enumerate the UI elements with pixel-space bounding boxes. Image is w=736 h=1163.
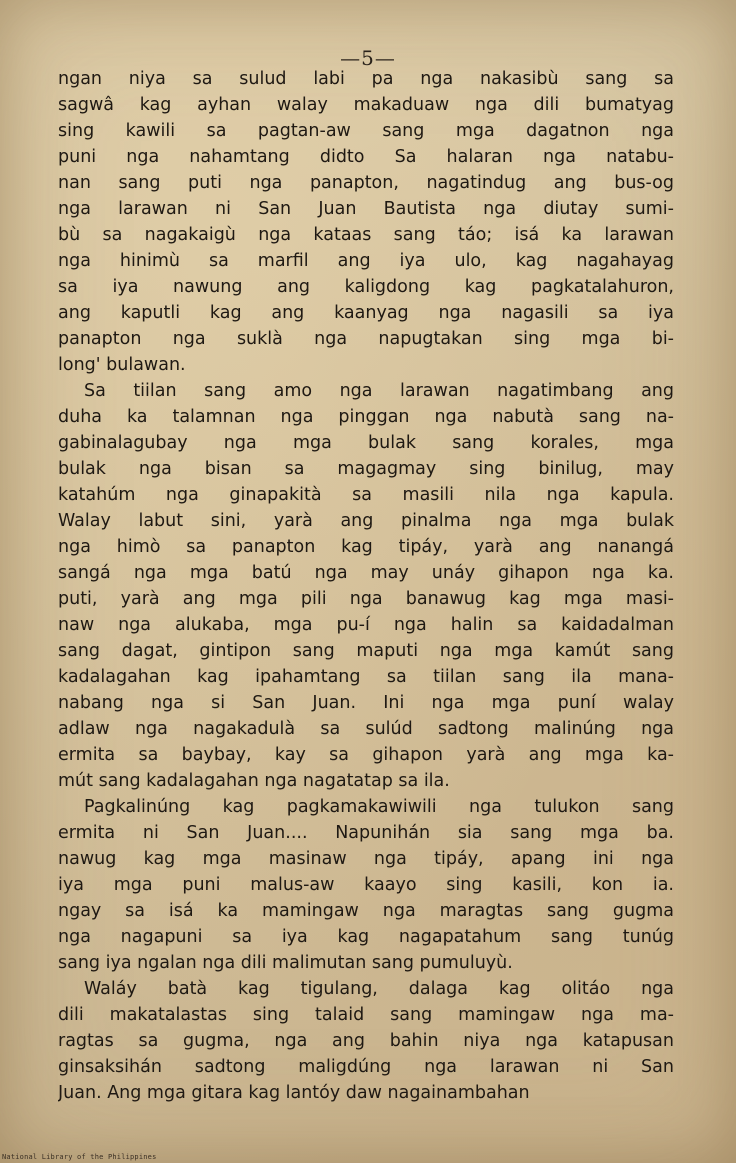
- text-line: long' bulawan.: [58, 355, 186, 375]
- text-line: sang dagat, gintipon sang maputi nga mga kamút sang: [58, 641, 674, 661]
- text-line: bulak nga bisan sa magagmay sing binilug, may: [58, 459, 674, 479]
- text-line: nga larawan ni San Juan Bautista nga diutay sumi-: [58, 199, 674, 219]
- text-line: puti, yarà ang mga pili nga banawug kag mga masi-: [58, 589, 674, 609]
- text-line: nga hinimù sa marfil ang iya ulo, kag nagahayag: [58, 251, 674, 271]
- library-footer: National Library of the Philippines: [2, 1153, 157, 1161]
- text-line: ginsaksihán sadtong maligdúng nga larawan ni San: [58, 1057, 674, 1077]
- text-line: sagwâ kag ayhan walay makaduaw nga dili bumatyag: [58, 95, 674, 115]
- text-line: nga nagapuni sa iya kag nagapatahum sang tunúg: [58, 927, 674, 947]
- text-line: ngay sa isá ka mamingaw nga maragtas sang gugma: [58, 901, 674, 921]
- text-line: ermita sa baybay, kay sa gihapon yarà ang mga ka-: [58, 745, 674, 765]
- text-line: katahúm nga ginapakità sa masili nila nga kapula.: [58, 485, 674, 505]
- text-line: nga himò sa panapton kag tipáy, yarà ang nanangá: [58, 537, 674, 557]
- text-line: ang kaputli kag ang kaanyag nga nagasili sa iya: [58, 303, 674, 323]
- text-line: nabang nga si San Juan. Ini nga mga puní walay: [58, 693, 674, 713]
- text-line: nawug kag mga masinaw nga tipáy, apang ini nga: [58, 849, 674, 869]
- text-line: sa iya nawung ang kaligdong kag pagkatalahuron,: [58, 277, 674, 297]
- text-line: gabinalagubay nga mga bulak sang korales, mga: [58, 433, 674, 453]
- page-number: —5—: [340, 46, 396, 70]
- text-line: duha ka talamnan nga pinggan nga nabutà sang na-: [58, 407, 674, 427]
- text-line: bù sa nagakaigù nga kataas sang táo; isá ka larawan: [58, 225, 674, 245]
- text-line: dili makatalastas sing talaid sang mamingaw nga ma-: [58, 1005, 674, 1025]
- text-line: naw nga alukaba, mga pu-í nga halin sa kaidadalman: [58, 615, 674, 635]
- text-line: Waláy batà kag tigulang, dalaga kag olitáo nga: [84, 979, 674, 999]
- text-line: mút sang kadalagahan nga nagatatap sa ila.: [58, 771, 450, 791]
- text-line: Pagkalinúng kag pagkamakawiwili nga tulukon sang: [84, 797, 674, 817]
- body-text: [58, 66, 674, 1106]
- text-line: ermita ni San Juan.... Napunihán sia sang mga ba.: [58, 823, 674, 843]
- text-line: panapton nga suklà nga napugtakan sing mga bi-: [58, 329, 674, 349]
- text-line: sangá nga mga batú nga may unáy gihapon nga ka.: [58, 563, 674, 583]
- text-line: Walay labut sini, yarà ang pinalma nga mga bulak: [58, 511, 674, 531]
- text-line: puni nga nahamtang didto Sa halaran nga natabu-: [58, 147, 674, 167]
- text-line: iya mga puni malus-aw kaayo sing kasili, kon ia.: [58, 875, 674, 895]
- text-line: nan sang puti nga panapton, nagatindug ang bus-og: [58, 173, 674, 193]
- text-line: Juan. Ang mga gitara kag lantóy daw nagainambahan: [58, 1083, 530, 1103]
- text-line: kadalagahan kag ipahamtang sa tiilan sang ila mana-: [58, 667, 674, 687]
- text-line: sang iya ngalan nga dili malimutan sang pumuluyù.: [58, 953, 513, 973]
- text-line: adlaw nga nagakadulà sa sulúd sadtong malinúng nga: [58, 719, 674, 739]
- text-line: ngan niya sa sulud labi pa nga nakasibù sang sa: [58, 69, 674, 89]
- text-line: Sa tiilan sang amo nga larawan nagatimbang ang: [84, 381, 674, 401]
- text-line: ragtas sa gugma, nga ang bahin niya nga katapusan: [58, 1031, 674, 1051]
- text-line: sing kawili sa pagtan-aw sang mga dagatnon nga: [58, 121, 674, 141]
